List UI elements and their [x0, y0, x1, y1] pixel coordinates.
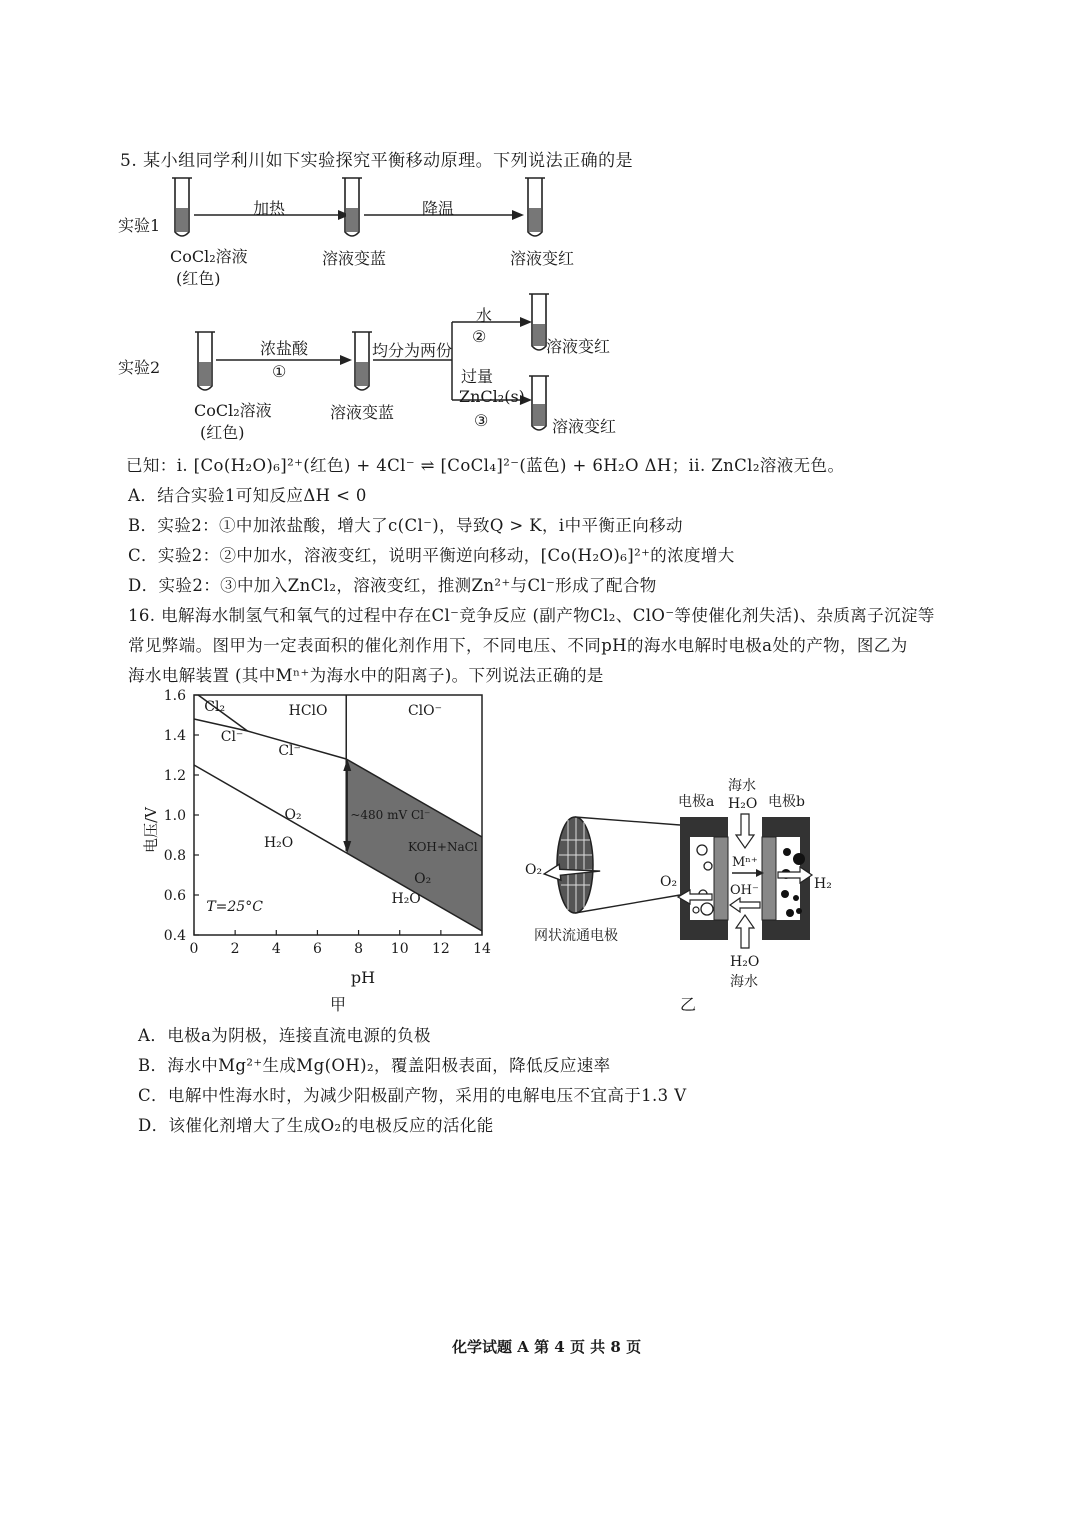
region-label: KOH+NaCl	[407, 840, 478, 854]
exp2-arrow1-label: 浓盐酸	[260, 339, 309, 358]
q16-stem-line2: 常见弊端。图甲为一定表面积的催化剂作用下，不同电压、不同pH的海水电解时电极a处的产物，图乙为	[128, 636, 908, 655]
exp2-tube1-label: CoCl₂溶液	[194, 401, 272, 420]
y-tick-label: 0.8	[163, 848, 186, 864]
y-axis-label: 电压/V	[142, 807, 160, 853]
exp1-diagram	[160, 170, 590, 245]
electrode-b-label: 电极b	[768, 794, 805, 810]
region-label: Cl⁻	[220, 729, 244, 745]
x-tick-label: 8	[354, 941, 364, 957]
mesh-electrode-label: 网状流通电极	[534, 928, 618, 944]
h2-label: H₂	[814, 876, 832, 892]
exp1-tube1-label: CoCl₂溶液	[170, 247, 248, 266]
region-label: Cl⁻	[278, 743, 301, 759]
seawater-in-top-arrow-icon	[736, 814, 754, 848]
x-tick-label: 0	[189, 941, 199, 957]
q15-known: 已知：i. [Co(H₂O)₆]²⁺(红色) + 4Cl⁻ ⇌ [CoCl₄]²⁻(蓝色) + 6H₂O ΔH；ii. ZnCl₂溶液无色。	[126, 456, 845, 475]
x-tick-label: 6	[312, 941, 322, 957]
mesh-electrode-icon	[557, 817, 680, 913]
cation-label: Mⁿ⁺	[732, 855, 758, 870]
boundary-line-1	[194, 719, 346, 759]
test-tube-icon	[529, 376, 549, 430]
exp2-branch-down-result: 溶液变红	[552, 417, 617, 436]
q16-option-b: B．海水中Mg²⁺生成Mg(OH)₂，覆盖阳极表面，降低反应速率	[138, 1056, 611, 1075]
x-tick-label: 4	[271, 941, 281, 957]
chart-title: 甲	[329, 995, 347, 1014]
test-tube-icon	[172, 178, 192, 236]
h2o-bottom-label: H₂O	[730, 954, 760, 970]
h2o-top-label: H₂O	[728, 796, 758, 812]
electrolysis-device	[500, 770, 860, 1020]
electrode-a-catalyst	[714, 837, 728, 920]
exp2-arrow1-num: ①	[272, 362, 287, 381]
region-label: H₂O	[391, 891, 421, 907]
y-tick-label: 0.4	[163, 928, 186, 944]
x-axis-label: pH	[350, 968, 376, 987]
q16-option-c: C．电解中性海水时，为减少阳极副产物，采用的电解电压不宜高于1.3 V	[138, 1086, 687, 1105]
y-tick-label: 1.4	[163, 728, 186, 744]
region-label: O₂	[284, 807, 302, 823]
seawater-bottom-label: 海水	[730, 974, 758, 990]
x-tick-label: 14	[473, 941, 491, 957]
exp1-arrow1-label: 加热	[253, 199, 286, 218]
exp1-tube2-label: 溶液变蓝	[322, 249, 387, 268]
exp2-label: 实验2	[118, 358, 161, 377]
region-label: HClO	[288, 703, 328, 719]
exp2-branch-up-result: 溶液变红	[546, 337, 611, 356]
test-tube-icon	[195, 332, 215, 390]
x-tick-label: 12	[431, 941, 450, 957]
x-tick-label: 10	[390, 941, 409, 957]
seawater-in-bottom-arrow-icon	[736, 915, 754, 948]
region-label: Cl₂	[204, 699, 226, 715]
electrode-b-catalyst	[762, 837, 776, 920]
temperature-label: T=25°C	[206, 899, 263, 915]
exp2-tube1-color: (红色)	[200, 423, 245, 442]
page-footer: 化学试题 A 第 4 页 共 8 页	[452, 1338, 642, 1356]
y-tick-label: 1.2	[163, 768, 186, 784]
hydroxide-arrow-icon	[730, 898, 760, 912]
q15-option-d: D．实验2：③中加入ZnCl₂，溶液变红，推测Zn²⁺与Cl⁻形成了配合物	[128, 576, 657, 595]
exp2-branch-up-label: 水	[476, 306, 493, 325]
exp2-split-label: 均分为两份	[372, 341, 453, 360]
exp2-branch-down-label1: 过量	[461, 367, 494, 386]
o2-inner-label: O₂	[660, 874, 678, 890]
exp2-tube2-label: 溶液变蓝	[330, 403, 395, 422]
hydroxide-label: OH⁻	[730, 883, 759, 898]
annotation-label: ~480 mV Cl⁻	[350, 808, 431, 822]
region-label: H₂O	[263, 835, 294, 851]
electrode-a-plate	[680, 817, 690, 940]
q16-option-a: A．电极a为阴极，连接直流电源的负极	[138, 1026, 431, 1045]
test-tube-icon	[352, 332, 372, 390]
region-label: O₂	[414, 871, 432, 887]
exp2-branch-down-num: ③	[474, 411, 489, 430]
exp2-branch-up-num: ②	[472, 327, 487, 346]
x-tick-label: 2	[230, 941, 240, 957]
test-tube-icon	[342, 178, 362, 236]
q15-option-a: A．结合实验1可知反应ΔH < 0	[128, 486, 367, 505]
electrode-a-label: 电极a	[678, 794, 715, 810]
potential-ph-chart	[130, 685, 510, 1015]
q16-stem-line1: 16. 电解海水制氢气和氧气的过程中存在Cl⁻竞争反应 (副产物Cl₂、ClO⁻等使催化剂失活)、杂质离子沉淀等	[128, 606, 935, 625]
q15-option-c: C．实验2：②中加水，溶液变红，说明平衡逆向移动，[Co(H₂O)₆]²⁺的浓度增大	[128, 546, 735, 565]
o2-out-label: O₂	[525, 862, 543, 878]
exp1-tube3-label: 溶液变红	[510, 249, 575, 268]
device-caption: 乙	[680, 995, 697, 1014]
exp2-branch-down-label2: ZnCl₂(s)	[459, 387, 525, 406]
seawater-top-label: 海水	[728, 778, 756, 794]
exp1-arrow2-label: 降温	[422, 199, 455, 218]
region-label: ClO⁻	[407, 703, 443, 719]
y-tick-label: 1.6	[163, 688, 186, 704]
exp1-tube1-color: (红色)	[176, 269, 221, 288]
q15-stem: 5. 某小组同学利川如下实验探究平衡移动原理。下列说法正确的是	[120, 151, 634, 171]
test-tube-icon	[525, 178, 545, 236]
q16-stem-line3: 海水电解装置 (其中Mⁿ⁺为海水中的阳离子)。下列说法正确的是	[128, 666, 604, 685]
exp1-label: 实验1	[118, 216, 161, 235]
y-tick-label: 1.0	[163, 808, 186, 824]
cation-arrow-icon	[732, 869, 764, 877]
q15-option-b: B．实验2：①中加浓盐酸，增大了c(Cl⁻)，导致Q > K，i中平衡正向移动	[128, 516, 683, 535]
q16-option-d: D．该催化剂增大了生成O₂的电极反应的活化能	[138, 1116, 494, 1135]
y-tick-label: 0.6	[163, 888, 186, 904]
